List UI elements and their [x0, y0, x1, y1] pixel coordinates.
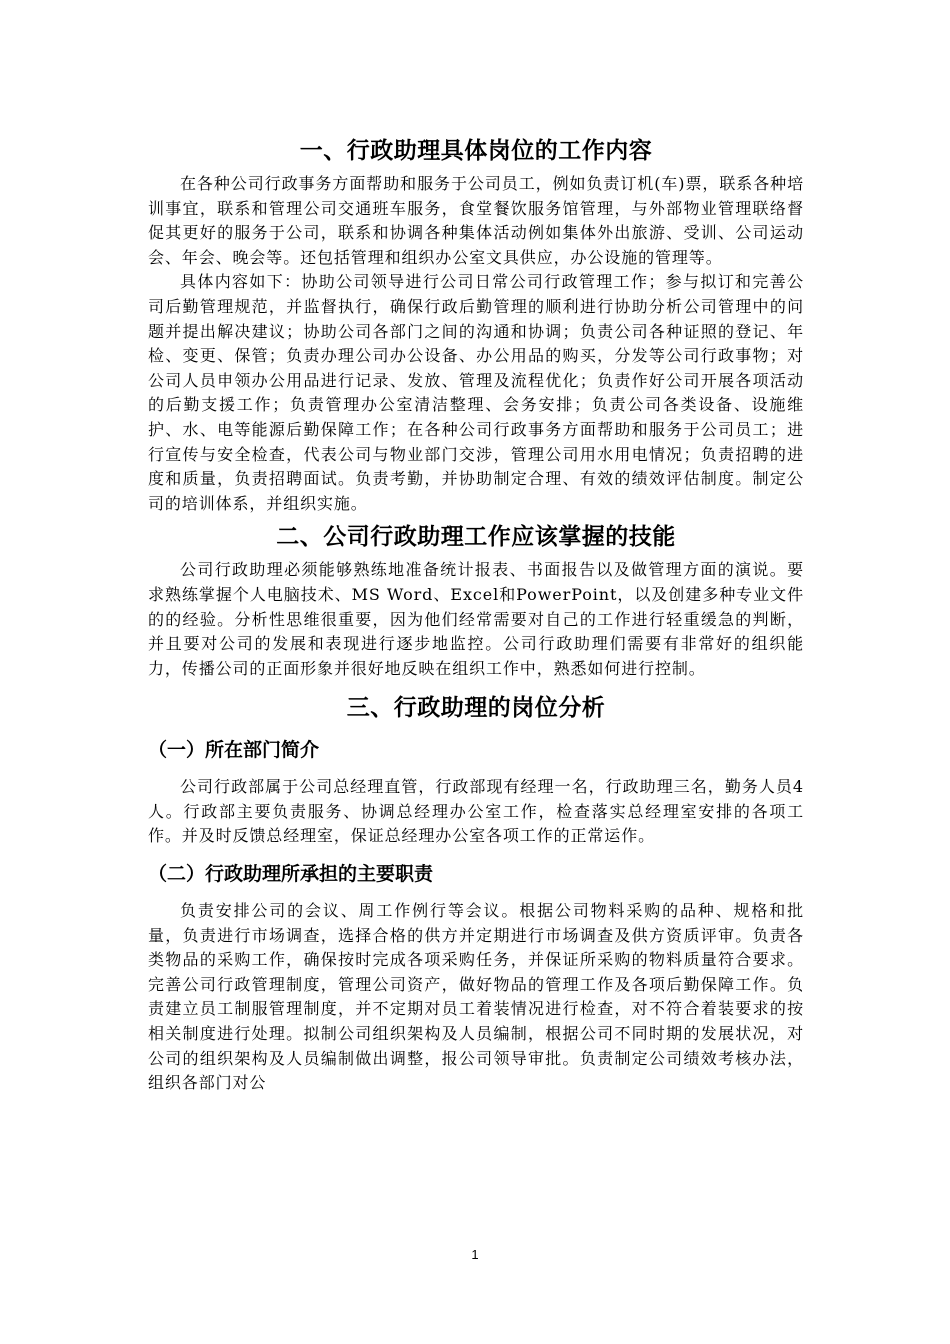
subsection-2-paragraph-1: 负责安排公司的会议、周工作例行等会议。根据公司物料采购的品种、规格和批量，负责进行市场调查，选择合格的供方并定期进行市场调查及供方资质评审。负责各类物品的采购工作，确保按时完成各项采购任务，并保证所采购的物料质量符合要求。完善公司行政管理制度，管理公司资产，做好物品的管理工作及各项后勤保障工作。负责建立员工制服管理制度，并不定期对员工着装情况进行检查，对不符合着装要求的按相关制度进行处理。拟制公司组织架构及人员编制，根据公司不同时期的发展状况，对公司的组织架构及人员编制做出调整，报公司领导审批。负责制定公司绩效考核办法，组织各部门对公 — [148, 901, 804, 1093]
document-body — [148, 134, 804, 1096]
subsection-1-paragraph-1: 公司行政部属于公司总经理直管，行政部现有经理一名，行政助理三名，勤务人员4人。行政部主要负责服务、协调总经理办公室工作，检查落实总经理室安排的各项工作。并及时反馈总经理室，保证总经理办公室各项工作的正常运作。 — [148, 777, 804, 846]
section-1-heading: 一、行政助理具体岗位的工作内容 — [299, 138, 653, 164]
section-1-paragraph-2: 具体内容如下：协助公司领导进行公司日常公司行政管理工作；参与拟订和完善公司后勤管理规范，并监督执行，确保行政后勤管理的顺利进行协助分析公司管理中的问题并提出解决建议；协助公司各部门之间的沟通和协调；负责公司各种证照的登记、年检、变更、保管；负责办理公司办公设备、办公用品的购买，分发等公司行政事物；对公司人员申领办公用品进行记录、发放、管理及流程优化；负责作好公司开展各项活动的后勤支援工作；负责管理办公室清洁整理、会务安排；负责公司各类设备、设施维护、水、电等能源后勤保障工作；在各种公司行政事务方面帮助和服务于公司员工；进行宣传与安全检查，代表公司与物业部门交涉，管理公司用水用电情况；负责招聘的进度和质量，负责招聘面试。负责考勤，并协助制定合理、有效的绩效评估制度。制定公司的培训体系，并组织实施。 — [148, 272, 804, 513]
section-2-paragraph-1: 公司行政助理必须能够熟练地准备统计报表、书面报告以及做管理方面的演说。要求熟练掌握个人电脑技术、MS Word、Excel和PowerPoint，以及创建多种专业文件的的经验。分析性思维很重要，因为他们经常需要对自己的工作进行轻重缓急的判断，并且要对公司的发展和表现进行逐步地监控。公司行政助理们需要有非常好的组织能力，传播公司的正面形象并很好地反映在组织工作中，熟悉如何进行控制。 — [148, 560, 804, 678]
subsection-2-heading: （二）行政助理所承担的主要职责 — [148, 863, 434, 886]
section-2-heading: 二、公司行政助理工作应该掌握的技能 — [276, 524, 676, 551]
section-3-heading: 三、行政助理的岗位分析 — [346, 695, 606, 722]
section-1-paragraph-1: 在各种公司行政事务方面帮助和服务于公司员工，例如负责订机(车)票，联系各种培训事宜，联系和管理公司交通班车服务，食堂餐饮服务馆管理，与外部物业管理联络督促其更好的服务于公司，联系和协调各种集体活动例如集体外出旅游、受训、公司运动会、年会、晚会等。还包括管理和组织办公室文具供应，办公设施的管理等。 — [148, 174, 804, 267]
page-number: 1 — [471, 1247, 479, 1262]
subsection-1-heading: （一）所在部门简介 — [148, 739, 320, 762]
